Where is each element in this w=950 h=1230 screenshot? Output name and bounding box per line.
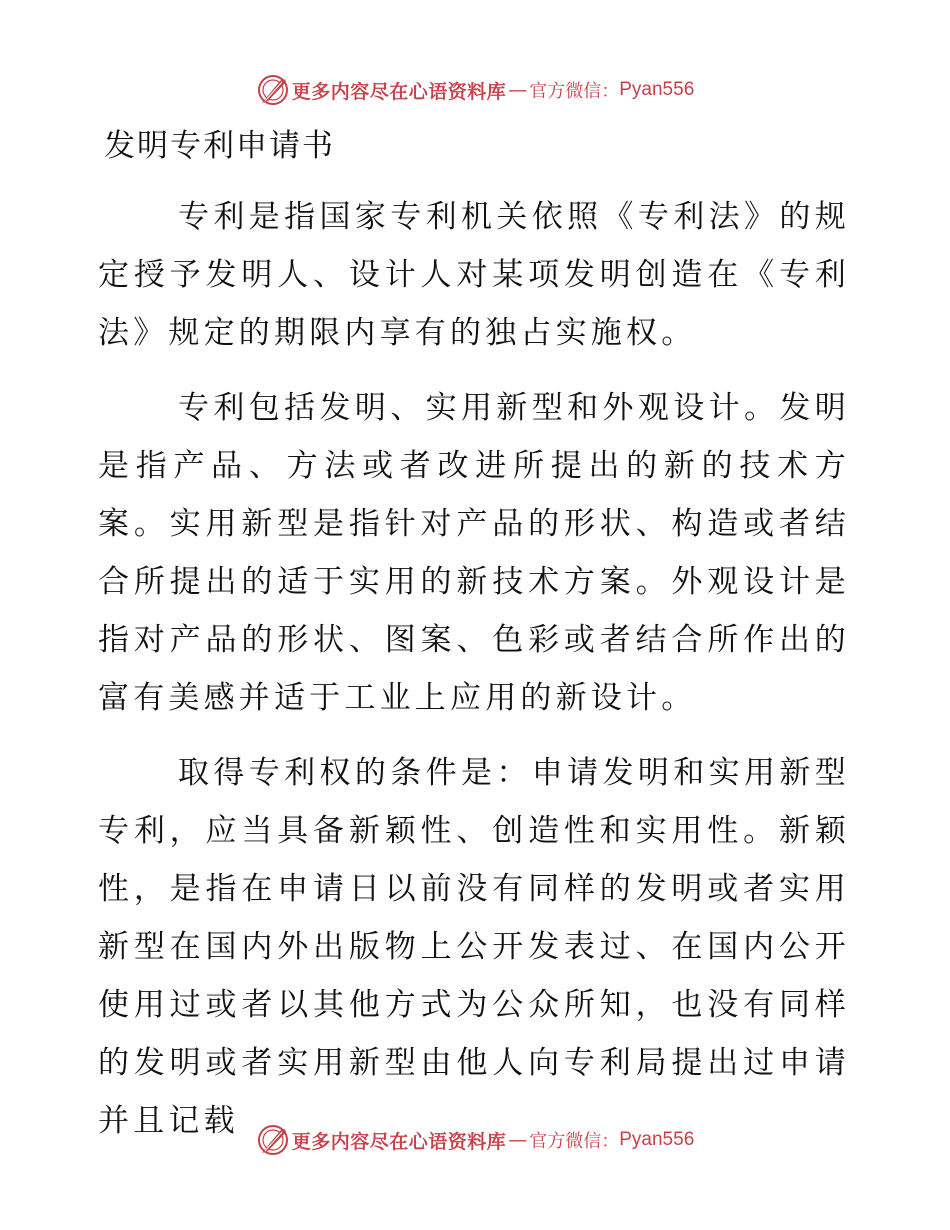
banner-separator: — [508,79,528,101]
banner-brand-text: 更多内容尽在心语资料库 [291,80,507,103]
document-title: 发明专利申请书 [104,128,335,164]
paragraph-definition: 专利是指国家专利机关依照《专利法》的规定授予发明人、设计人对某项发明创造在《专利法》规定的期限内享有的独占实施权。 [98,199,850,351]
banner-wechat-label: 官方微信： [529,81,620,102]
banner-wechat-label: 官方微信： [529,1131,620,1152]
banner-brand-text: 更多内容尽在心语资料库 [291,1130,507,1153]
quill-logo-icon [256,73,290,107]
document-body [98,188,850,1167]
quill-logo-icon [256,1123,290,1157]
footer-banner [0,1120,950,1160]
banner-wechat-id: Pyan556 [619,1129,695,1150]
banner-separator: — [508,1129,528,1151]
header-banner [0,70,950,110]
banner-wechat-id: Pyan556 [619,79,695,100]
paragraph-types: 专利包括发明、实用新型和外观设计。发明是指产品、方法或者改进所提出的新的技术方案。实用新型是指针对产品的形状、构造或者结合所提出的适于实用的新技术方案。外观设计是指对产品的形状、图案、色彩或者结合所作出的富有美感并适于工业上应用的新设计。 [98,390,850,716]
paragraph-conditions: 取得专利权的条件是：申请发明和实用新型专利，应当具备新颖性、创造性和实用性。新颖性，是指在申请日以前没有同样的发明或者实用新型在国内外出版物上公开发表过、在国内公开使用过或者以其他方式为公众所知，也没有同样的发明或者实用新型由他人向专利局提出过申请并且记载 [98,755,850,1139]
